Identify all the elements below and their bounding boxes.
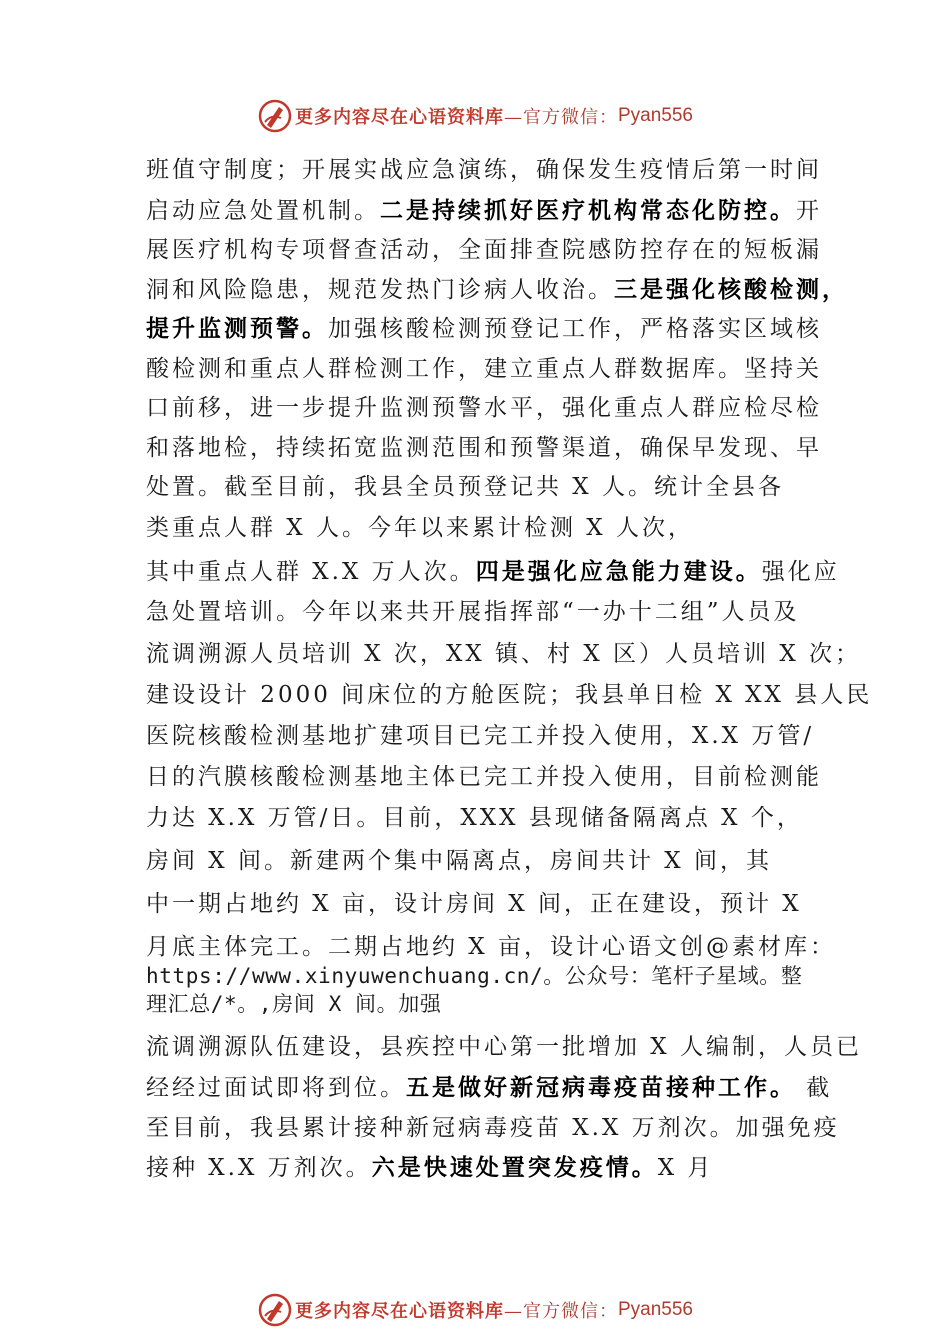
header-banner bbox=[0, 96, 950, 136]
text-line: 房间 X 间。新建两个集中隔离点，房间共计 X 间，其 bbox=[146, 848, 772, 874]
bold-heading: 二是持续抓好医疗机构常态化防控。 bbox=[380, 197, 796, 224]
text-line: 建设设计 2000 间床位的方舱医院；我县单日检 X XX 县人民 bbox=[146, 682, 873, 708]
text-line: 洞和风险隐患，规范发热门诊病人收治。三是强化核酸检测， bbox=[146, 276, 848, 303]
banner-title: 更多内容尽在心语资料库 bbox=[294, 1301, 504, 1322]
bold-heading: 五是做好新冠病毒疫苗接种工作。 bbox=[406, 1074, 796, 1101]
bold-heading: 三是强化核酸检测， bbox=[614, 276, 848, 303]
bold-heading: 四是强化应急能力建设。 bbox=[475, 558, 762, 585]
text-line: 理汇总/*。,房间 X 间。加强 bbox=[146, 992, 442, 1016]
text-line: 力达 X.X 万管/日。目前，XXX 县现储备隔离点 X 个， bbox=[146, 805, 803, 831]
text-line: 启动应急处置机制。二是持续抓好医疗机构常态化防控。开 bbox=[146, 197, 822, 224]
text-line: 中一期占地约 X 亩，设计房间 X 间，正在建设，预计 X bbox=[146, 891, 802, 917]
text-line: https://www.xinyuwenchuang.cn/。公众号：笔杆子星域。整 bbox=[146, 964, 803, 988]
pen-nib-logo-icon bbox=[257, 1292, 293, 1328]
text-line: 接种 X.X 万剂次。六是快速处置突发疫情。X 月 bbox=[146, 1154, 714, 1181]
text-line: 急处置培训。今年以来共开展指挥部“一办十二组”人员及 bbox=[146, 599, 800, 625]
banner-wechat-id: Pyan556 bbox=[617, 1299, 693, 1320]
text-line: 医院核酸检测基地扩建项目已完工并投入使用，X.X 万管/ bbox=[146, 723, 815, 749]
text-line: 酸检测和重点人群检测工作，建立重点人群数据库。坚持关 bbox=[146, 356, 822, 382]
text-line: 处置。截至目前，我县全员预登记共 X 人。统计全县各 bbox=[146, 474, 784, 500]
text-line: 流调溯源队伍建设，县疾控中心第一批增加 X 人编制，人员已 bbox=[146, 1034, 862, 1060]
footer-banner bbox=[0, 1290, 950, 1330]
text-line: 月底主体完工。二期占地约 X 亩，设计心语文创@素材库： bbox=[146, 934, 836, 960]
banner-title: 更多内容尽在心语资料库 bbox=[294, 107, 504, 128]
text-line: 类重点人群 X 人。今年以来累计检测 X 人次， bbox=[146, 515, 694, 541]
text-line: 口前移，进一步提升监测预警水平，强化重点人群应检尽检 bbox=[146, 395, 822, 421]
bold-heading: 提升监测预警。 bbox=[146, 315, 328, 342]
banner-wechat-id: Pyan556 bbox=[617, 105, 693, 126]
text-line: 流调溯源人员培训 X 次，XX 镇、村 X 区）人员培训 X 次； bbox=[146, 641, 862, 667]
text-line: 日的汽膜核酸检测基地主体已完工并投入使用，目前检测能 bbox=[146, 764, 822, 790]
text-line: 和落地检，持续拓宽监测范围和预警渠道，确保早发现、早 bbox=[146, 435, 822, 461]
text-line: 经经过面试即将到位。五是做好新冠病毒疫苗接种工作。 截 bbox=[146, 1074, 833, 1101]
banner-separator: —官方微信： bbox=[503, 107, 618, 128]
text-line: 其中重点人群 X.X 万人次。四是强化应急能力建设。强化应 bbox=[146, 558, 840, 585]
pen-nib-logo-icon bbox=[257, 98, 293, 134]
text-line: 至目前，我县累计接种新冠病毒疫苗 X.X 万剂次。加强免疫 bbox=[146, 1115, 840, 1141]
bold-heading: 六是快速处置突发疫情。 bbox=[371, 1154, 658, 1181]
text-line: 展医疗机构专项督查活动，全面排查院感防控存在的短板漏 bbox=[146, 237, 822, 263]
banner-separator: —官方微信： bbox=[503, 1301, 618, 1322]
text-line: 提升监测预警。加强核酸检测预登记工作，严格落实区域核 bbox=[146, 315, 822, 342]
text-line: 班值守制度；开展实战应急演练，确保发生疫情后第一时间 bbox=[146, 157, 822, 183]
